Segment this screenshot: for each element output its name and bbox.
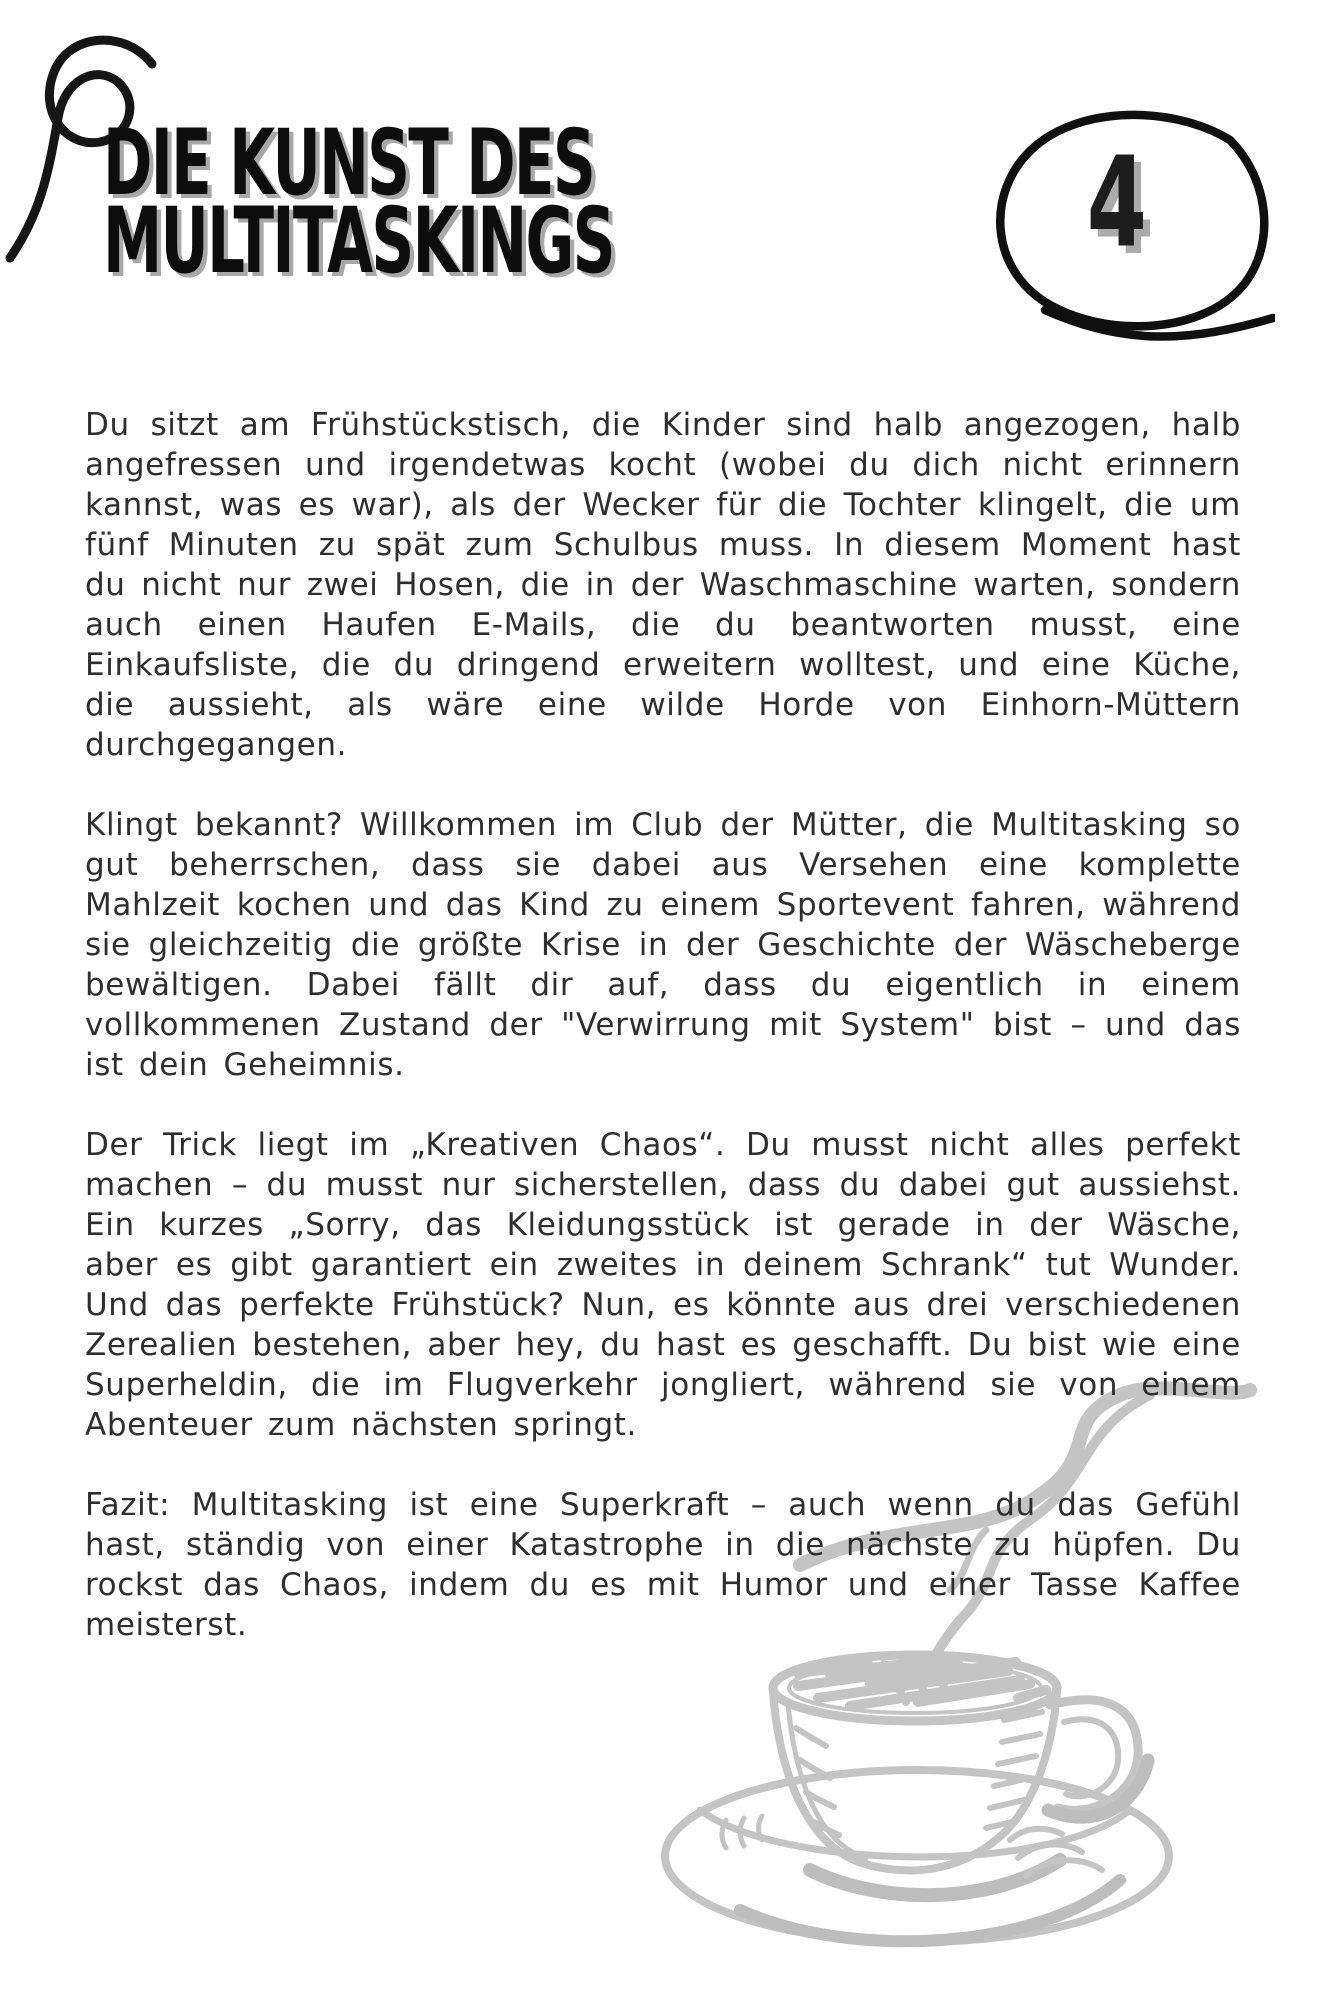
body-paragraph: Klingt bekannt? Willkommen im Club der Mütter, die Multitasking so gut beherrschen, dass sie dabei aus Versehen eine komplette Mahlzeit kochen und das Kind zu einem Sportevent fahren, während sie gleichzeitig die größte Krise in der Geschichte der Wäscheberge bewältigen. Dabei fällt dir auf, dass du eigentlich in einem vollkommenen Zustand der "Verwirrung mit System" bist – und das ist dein Geheimnis. [85, 807, 1241, 1083]
body-paragraph: Der Trick liegt im „Kreativen Chaos“. Du musst nicht alles perfekt machen – du musst nur sicherstellen, dass du dabei gut aussiehst. Ein kurzes „Sorry, das Kleidungsstück ist gerade in der Wäsche, aber es gibt garantiert ein zweites in deinem Schrank“ tut Wunder. Und das perfekte Frühstück? Nun, es könnte aus drei verschiedenen Zerealien bestehen, aber hey, du hast es geschafft. Du bist wie eine Superheldin, die im Flugverkehr jongliert, während sie von einem Abenteuer zum nächsten springt. [85, 1127, 1241, 1443]
chapter-number: 4 [1086, 130, 1148, 276]
chapter-title-line1: DIE KUNST DES [103, 109, 595, 217]
body-text [85, 405, 1241, 1685]
chapter-title-line2: MULTITASKINGS [103, 187, 614, 295]
body-paragraph: Fazit: Multitasking ist eine Superkraft – auch wenn du das Gefühl hast, ständig von einer Katastrophe in die nächste zu hüpfen. Du rockst das Chaos, indem du es mit Humor und einer Tasse Kaffee meisterst. [85, 1487, 1241, 1643]
chapter-number-badge [975, 98, 1275, 348]
chapter-title [103, 109, 614, 295]
body-paragraph: Du sitzt am Frühstückstisch, die Kinder sind halb angezogen, halb angefressen und irgendetwas kocht (wobei du dich nicht erinnern kannst, was es war), als der Wecker für die Tochter klingelt, die um fünf Minuten zu spät zum Schulbus muss. In diesem Moment hast du nicht nur zwei Hosen, die in der Waschmaschine warten, sondern auch einen Haufen E-Mails, die du beantworten musst, eine Einkaufsliste, die du dringend erweitern wolltest, und eine Küche, die aussieht, als wäre eine wilde Horde von Einhorn-Müttern durchgegangen. [85, 407, 1241, 763]
